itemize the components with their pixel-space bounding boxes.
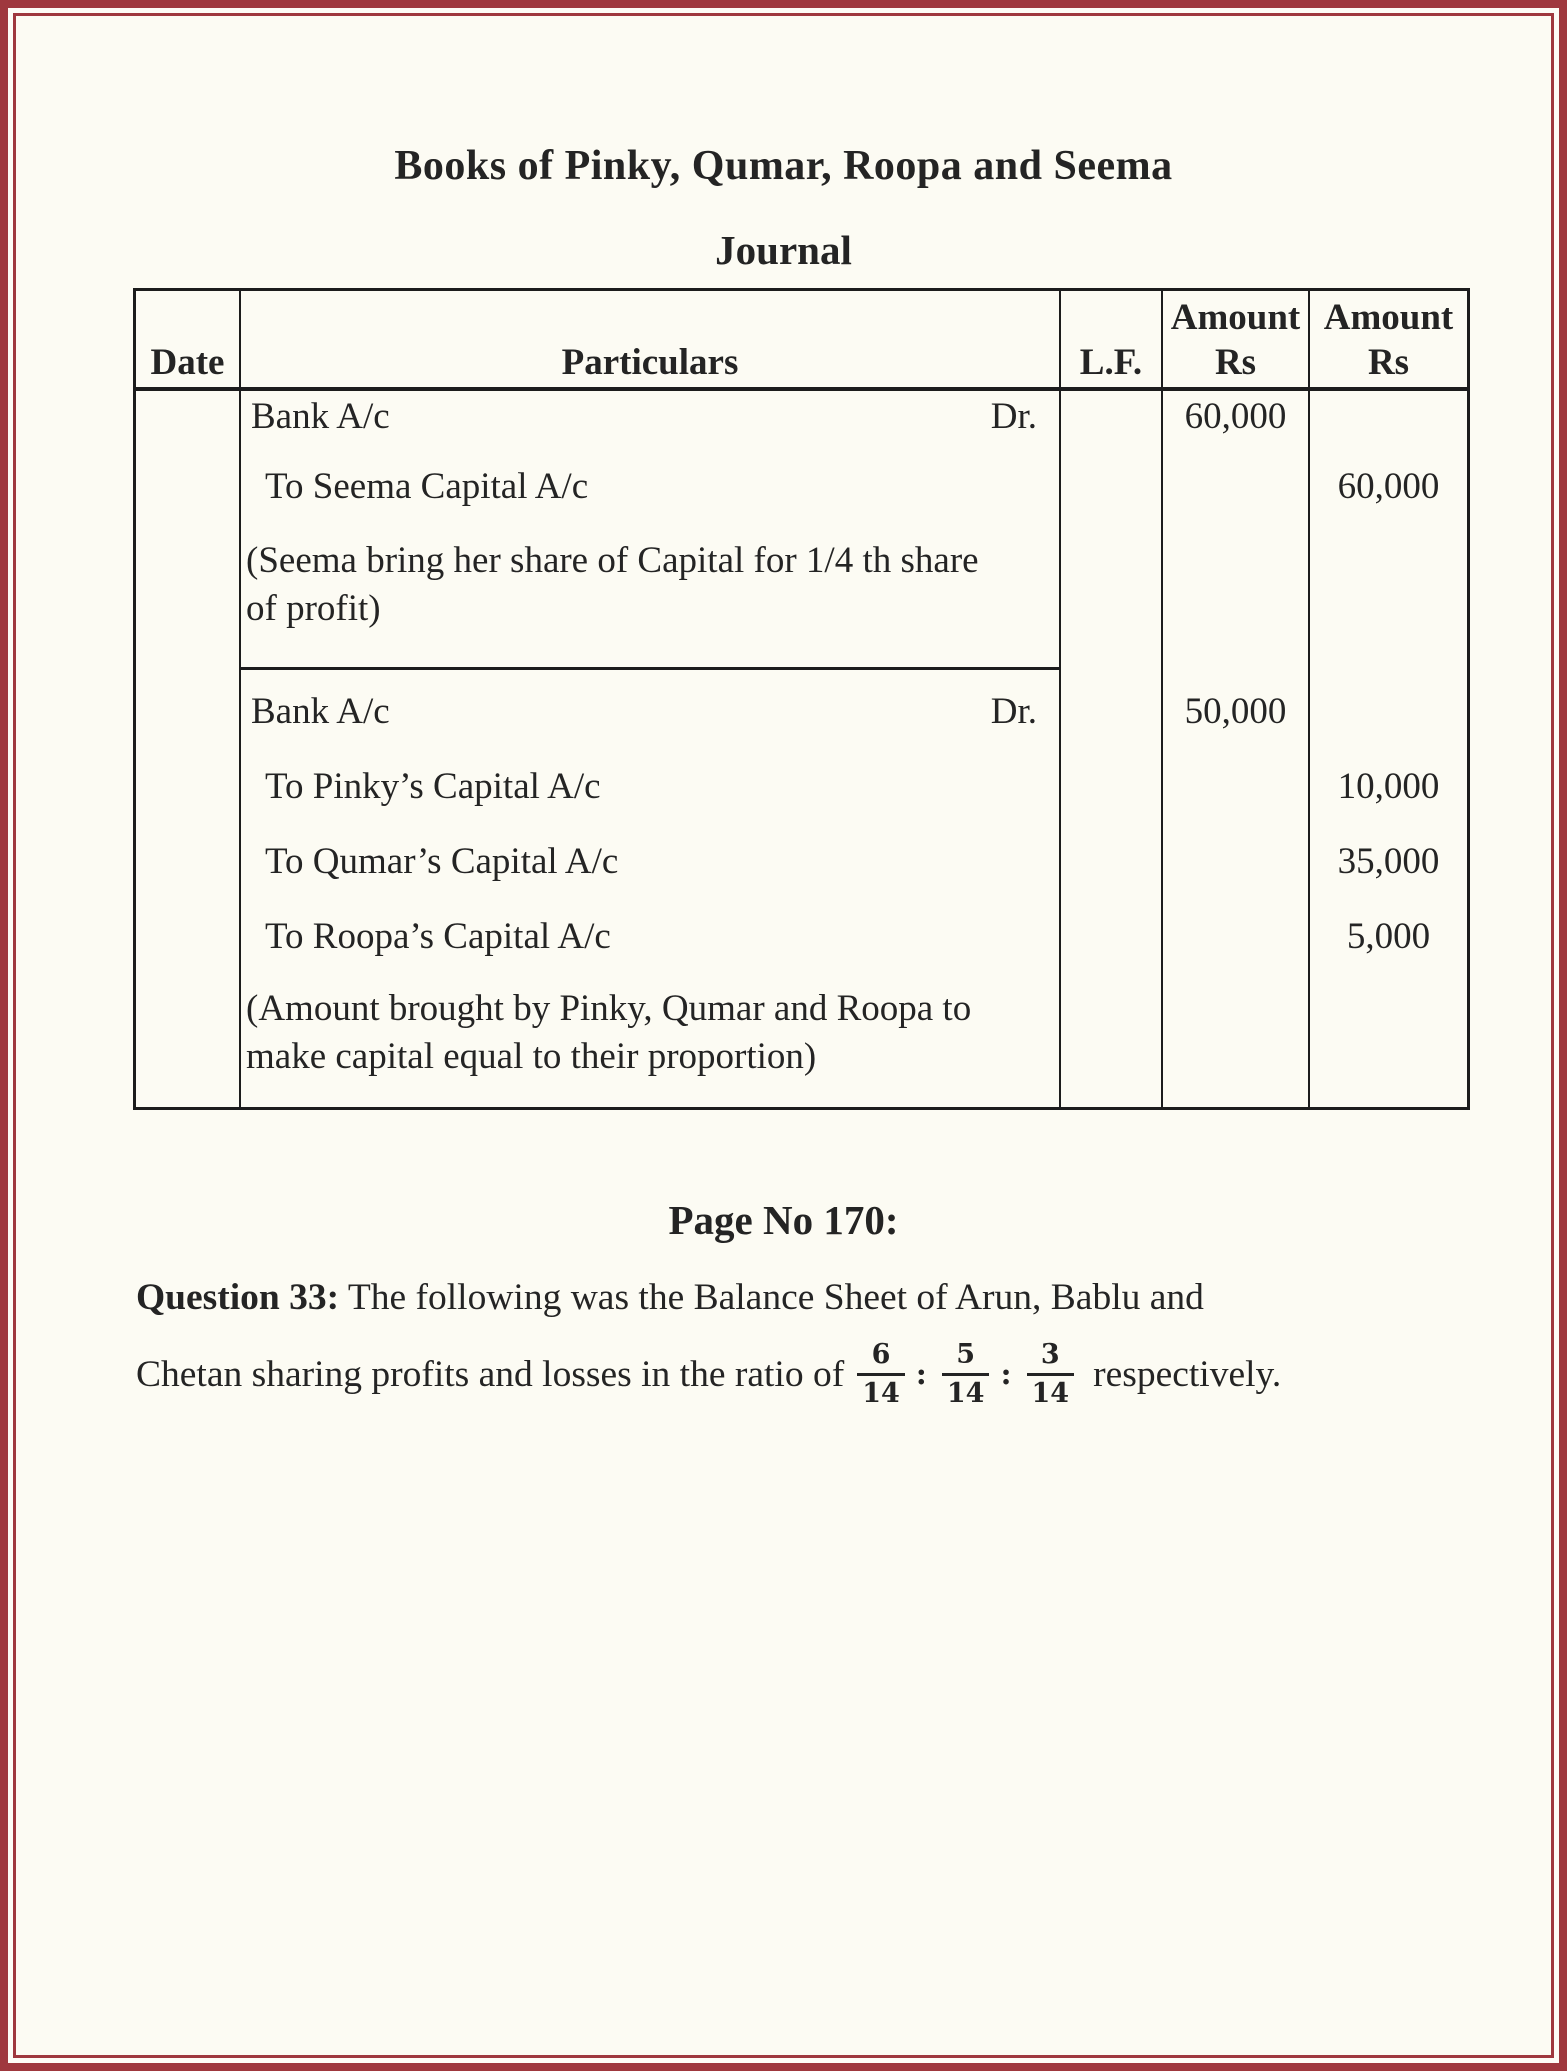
header-amount-debit-word: Amount <box>1170 297 1301 338</box>
credit-amount-column <box>1308 391 1467 1107</box>
question-line2 <box>136 1326 1466 1422</box>
header-amount-debit-currency: Rs <box>1214 342 1257 383</box>
journal-heading: Journal <box>715 227 852 273</box>
header-amount-credit-word: Amount <box>1323 297 1454 338</box>
entry1-debit-row <box>241 395 1059 439</box>
entry2-credit-row-roopa: To Roopa’s Capital A/c <box>265 916 611 957</box>
question-line1 <box>136 1274 1466 1322</box>
fraction-denominator: 14 <box>942 1373 990 1409</box>
entry1-debit-account: Bank A/c <box>251 396 390 437</box>
entry2-debit-amount: 50,000 <box>1184 691 1287 732</box>
page-number-heading: Page No 170: <box>668 1197 899 1243</box>
fraction-denominator: 14 <box>1027 1373 1075 1409</box>
particulars-column <box>239 391 1059 1107</box>
entry2-credit-row-qumar: To Qumar’s Capital A/c <box>265 841 619 882</box>
journal-table-header <box>136 291 1467 391</box>
entry2-debit-account: Bank A/c <box>251 691 390 732</box>
journal-entry-1 <box>241 391 1059 670</box>
header-particulars-label: Particulars <box>561 342 739 383</box>
entry2-dr-marker: Dr. <box>990 691 1037 732</box>
entry2-credit-amount-qumar: 35,000 <box>1337 841 1440 882</box>
fraction-numerator: 5 <box>956 1338 976 1370</box>
journal-table <box>133 288 1470 1110</box>
entry1-debit-amount: 60,000 <box>1184 396 1287 437</box>
entry2-credit-amount-pinky: 10,000 <box>1337 766 1440 807</box>
header-particulars <box>239 291 1059 387</box>
header-amount-debit <box>1161 291 1308 387</box>
entry2-credit-amount-roopa: 5,000 <box>1346 916 1431 957</box>
page-mat <box>8 8 1559 2063</box>
header-lf <box>1059 291 1161 387</box>
entry2-narration-line2: make capital equal to their proportion) <box>246 1036 817 1077</box>
fraction-6-14 <box>857 1340 905 1409</box>
fraction-3-14 <box>1027 1340 1075 1409</box>
entry1-narration-line2: of profit) <box>246 588 381 629</box>
fraction-5-14 <box>942 1340 990 1409</box>
ratio-separator: : <box>1000 1356 1012 1392</box>
question-line2-prefix: Chetan sharing profits and losses in the ratio of <box>136 1353 845 1395</box>
header-lf-label: L.F. <box>1079 342 1143 383</box>
debit-amount-column <box>1161 391 1308 1107</box>
question-line1-text: The following was the Balance Sheet of Arun, Bablu and <box>347 1277 1204 1318</box>
entry1-narration-line1: (Seema bring her share of Capital for 1/4 th share <box>246 540 979 581</box>
header-amount-credit-currency: Rs <box>1367 342 1410 383</box>
journal-table-body <box>136 391 1467 1107</box>
question-line2-suffix: respectively. <box>1093 1353 1282 1395</box>
date-column <box>136 391 239 1107</box>
fraction-numerator: 6 <box>871 1338 891 1370</box>
question-33 <box>136 1274 1466 1422</box>
book-title: Books of Pinky, Qumar, Roopa and Seema <box>394 143 1173 189</box>
entry1-narration <box>241 537 1059 633</box>
fraction-denominator: 14 <box>857 1373 905 1409</box>
question-label: Question 33: <box>136 1277 340 1318</box>
page-frame <box>13 13 1554 2058</box>
entry1-credit-row: To Seema Capital A/c <box>265 466 589 507</box>
lf-column <box>1059 391 1161 1107</box>
journal-entry-2 <box>241 670 1059 1107</box>
entry1-dr-marker: Dr. <box>990 396 1037 437</box>
document-page <box>16 16 1551 2055</box>
fraction-numerator: 3 <box>1040 1338 1060 1370</box>
entry2-narration <box>241 985 1059 1081</box>
entry1-credit-amount-seema: 60,000 <box>1337 466 1440 507</box>
header-date-label: Date <box>150 342 225 383</box>
entry2-credit-row-pinky: To Pinky’s Capital A/c <box>265 766 601 807</box>
header-date <box>136 291 239 387</box>
header-amount-credit <box>1308 291 1467 387</box>
entry2-narration-line1: (Amount brought by Pinky, Qumar and Roopa to <box>246 988 972 1029</box>
entry2-debit-row <box>241 690 1059 734</box>
ratio-separator: : <box>915 1356 927 1392</box>
